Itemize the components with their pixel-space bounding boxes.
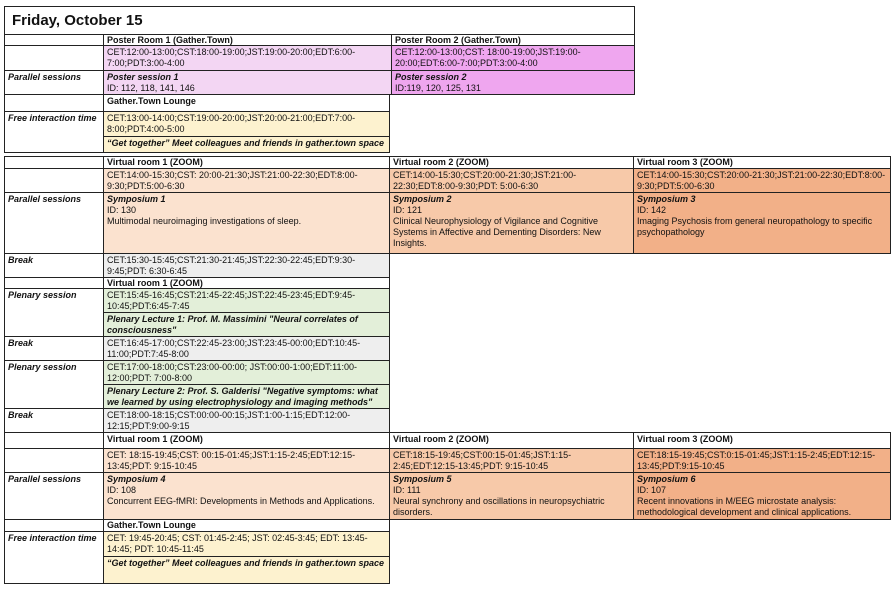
session-description: Imaging Psychosis from general neuropathology to specific psychopathology	[637, 216, 873, 237]
plenary-lecture-cell: Plenary Lecture 2: Prof. S. Galderisi "Negative symptoms: what we learned by using electrophysiology and imaging methods"	[103, 384, 390, 409]
session-id: ID: 111	[393, 485, 421, 495]
session-cell-poster-1	[103, 70, 392, 95]
session-title: Symposium 3	[637, 194, 696, 204]
room-header-virtual-1: Virtual room 1 (ZOOM)	[103, 432, 390, 449]
session-title: Symposium 5	[393, 474, 452, 484]
row-label: Plenary session	[4, 360, 104, 409]
time-cell-virtual-2: CET:18:15-19:45;CST:00:15-01:45;JST:1:15-2:45;EDT:12:15-13:45;PDT: 9:15-10:45	[389, 448, 634, 473]
session-title: Poster session 2	[395, 72, 467, 82]
room-header-poster-1: Poster Room 1 (Gather.Town)	[103, 34, 392, 46]
plenary-time-cell: CET:15:45-16:45;CST:21:45-22:45;JST:22:45-23:45;EDT:9:45-10:45;PDT:6:45-7:45	[103, 288, 390, 313]
empty-cell	[4, 168, 104, 193]
session-id: ID: 107	[637, 485, 667, 495]
session-description: Recent innovations in M/EEG microstate analysis: methodological development and clinical applications.	[637, 496, 852, 517]
row-label: Parallel sessions	[4, 192, 104, 254]
room-header-virtual-3: Virtual room 3 (ZOOM)	[633, 432, 891, 449]
session-cell-poster-2	[391, 70, 635, 95]
empty-cell	[4, 94, 104, 112]
page-title: Friday, October 15	[4, 6, 635, 35]
room-header-virtual-2: Virtual room 2 (ZOOM)	[389, 156, 634, 169]
session-title: Symposium 2	[393, 194, 452, 204]
row-label: Break	[4, 253, 104, 278]
row-label: Parallel sessions	[4, 70, 104, 95]
session-ids: ID: 112, 118, 141, 146	[107, 83, 195, 93]
row-label: Break	[4, 408, 104, 433]
session-id: ID: 121	[393, 205, 423, 215]
row-label: Free interaction time	[4, 531, 104, 584]
session-description: Neural synchrony and oscillations in neuropsychiatric disorders.	[393, 496, 605, 517]
time-cell-poster-2: CET:12:00-13:00;CST: 18:00-19:00;JST:19:00-20:00;EDT:6:00-7:00;PDT:3:00-4:00	[391, 45, 635, 71]
row-label: Plenary session	[4, 288, 104, 337]
room-header-lounge: Gather.Town Lounge	[103, 519, 390, 532]
session-title: Poster session 1	[107, 72, 179, 82]
row-label: Parallel sessions	[4, 472, 104, 520]
time-cell-virtual-1: CET:14:00-15:30;CST: 20:00-21:30;JST:21:00-22:30;EDT:8:00-9:30;PDT:5:00-6:30	[103, 168, 390, 193]
time-cell-virtual-3: CET:18:15-19:45;CST:0:15-01:45;JST:1:15-2:45;EDT:12:15-13:45;PDT:9:15-10:45	[633, 448, 891, 473]
time-cell-lounge: CET: 19:45-20:45; CST: 01:45-2:45; JST: 02:45-3:45; EDT: 13:45-14:45; PDT: 10:45-11:45	[103, 531, 390, 557]
lounge-description: “Get together” Meet colleagues and friends in gather.town space	[103, 556, 390, 584]
room-header-lounge: Gather.Town Lounge	[103, 94, 390, 112]
break-time-cell: CET:16:45-17:00;CST:22:45-23:00;JST:23:45-00:00;EDT:10:45-11:00;PDT:7:45-8:00	[103, 336, 390, 361]
room-header-virtual-2: Virtual room 2 (ZOOM)	[389, 432, 634, 449]
room-header-virtual-1: Virtual room 1 (ZOOM)	[103, 156, 390, 169]
session-title: Symposium 4	[107, 474, 166, 484]
symposium-cell-5	[389, 472, 634, 520]
symposium-cell-6	[633, 472, 891, 520]
session-ids: ID:119, 120, 125, 131	[395, 83, 481, 93]
symposium-cell-2	[389, 192, 634, 254]
lounge-description: “Get together” Meet colleagues and friends in gather.town space	[103, 136, 390, 153]
session-title: Symposium 6	[637, 474, 696, 484]
room-header-virtual-1: Virtual room 1 (ZOOM)	[103, 277, 390, 289]
time-cell-virtual-2: CET:14:00-15:30;CST:20:00-21:30;JST:21:00-22:30;EDT:8:00-9:30;PDT: 5:00-6:30	[389, 168, 634, 193]
plenary-time-cell: CET:17:00-18:00;CST:23:00-00:00; JST:00:00-1:00;EDT:11:00-12:00;PDT: 7:00-8:00	[103, 360, 390, 385]
time-cell-virtual-3: CET:14:00-15:30;CST:20:00-21:30;JST:21:00-22:30;EDT:8:00-9:30;PDT:5:00-6:30	[633, 168, 891, 193]
time-cell-lounge: CET:13:00-14:00;CST:19:00-20:00;JST:20:00-21:00;EDT:7:00-8:00;PDT:4:00-5:00	[103, 111, 390, 137]
time-cell-virtual-1: CET: 18:15-19:45;CST: 00:15-01:45;JST:1:15-2:45;EDT:12:15-13:45;PDT: 9:15-10:45	[103, 448, 390, 473]
session-id: ID: 142	[637, 205, 667, 215]
session-description: Clinical Neurophysiology of Vigilance and Cognitive Systems in Affective and Dementing Disorders: New Insights.	[393, 216, 601, 248]
break-time-cell: CET:15:30-15:45;CST:21:30-21:45;JST:22:30-22:45;EDT:9:30-9:45;PDT: 6:30-6:45	[103, 253, 390, 278]
empty-cell	[4, 45, 104, 71]
session-description: Multimodal neuroimaging investigations of sleep.	[107, 216, 302, 226]
session-id: ID: 108	[107, 485, 137, 495]
plenary-lecture-cell: Plenary Lecture 1: Prof. M. Massimini "Neural correlates of consciousness"	[103, 312, 390, 337]
session-id: ID: 130	[107, 205, 137, 215]
room-header-poster-2: Poster Room 2 (Gather.Town)	[391, 34, 635, 46]
empty-cell	[4, 432, 104, 449]
symposium-cell-3	[633, 192, 891, 254]
row-label: Free interaction time	[4, 111, 104, 153]
symposium-cell-4	[103, 472, 390, 520]
break-time-cell: CET:18:00-18:15;CST:00:00-00:15;JST:1:00-1:15;EDT:12:00-12:15;PDT:9:00-9:15	[103, 408, 390, 433]
session-description: Concurrent EEG-fMRI: Developments in Methods and Applications.	[107, 496, 375, 506]
time-cell-poster-1: CET:12:00-13:00;CST:18:00-19:00;JST:19:00-20:00;EDT:6:00-7:00;PDT:3:00-4:00	[103, 45, 392, 71]
room-header-virtual-3: Virtual room 3 (ZOOM)	[633, 156, 891, 169]
row-label: Break	[4, 336, 104, 361]
symposium-cell-1	[103, 192, 390, 254]
empty-cell	[4, 448, 104, 473]
session-title: Symposium 1	[107, 194, 166, 204]
